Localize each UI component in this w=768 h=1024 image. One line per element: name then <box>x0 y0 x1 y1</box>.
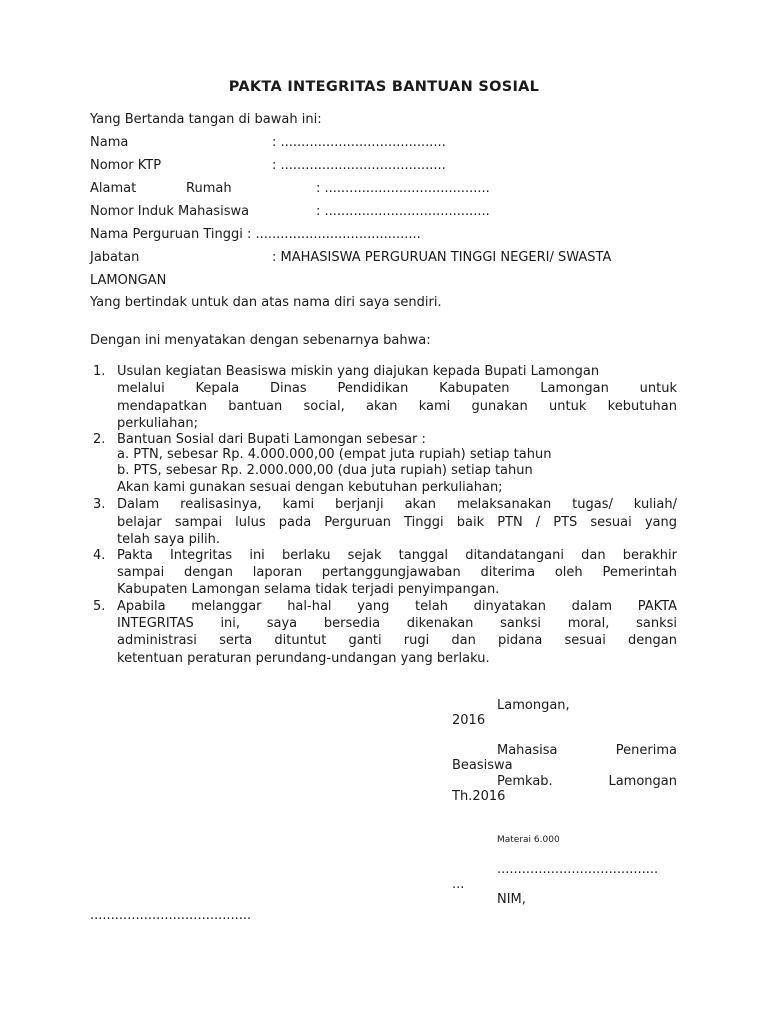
materai-label: Materai 6.000 <box>497 835 560 845</box>
item-2-number: 2. <box>93 432 106 447</box>
acting-statement: Yang bertindak untuk dan atas nama diri saya sendiri. <box>90 295 442 310</box>
declaration-text: Dengan ini menyatakan dengan sebenarnya bahwa: <box>90 333 431 348</box>
signature-role-cont: Beasiswa <box>452 758 513 773</box>
item-2-sub-b: b. PTS, sebesar Rp. 2.000.000,00 (dua juta rupiah) setiap tahun <box>117 463 533 478</box>
signature-dots: ....................................... <box>497 862 659 877</box>
item-1-line: mendapatkan bantuan social, akan kami gunakan untuk kebutuhan <box>117 399 677 414</box>
nim-value: : ........................................ <box>316 204 490 219</box>
signature-place: Lamongan, <box>497 698 570 713</box>
item-1-number: 1. <box>93 364 106 379</box>
alamat-value: : ........................................ <box>316 181 490 196</box>
item-2-line: Akan kami gunakan sesuai dengan kebutuhan perkuliahan; <box>117 480 503 495</box>
item-5-number: 5. <box>93 599 106 614</box>
left-signature-dots: ....................................... <box>90 908 252 923</box>
item-2-line: Bantuan Sosial dari Bupati Lamongan sebesar : <box>117 432 426 447</box>
item-3-line: Dalam realisasinya, kami berjanji akan melaksanakan tugas/ kuliah/ <box>117 497 677 512</box>
item-4-line: Pakta Integritas ini berlaku sejak tanggal ditandatangani dan berakhir <box>117 548 677 563</box>
alamat-label-rumah: Rumah <box>186 181 232 196</box>
signature-org-cont: Th.2016 <box>452 789 506 804</box>
signature-role: Mahasisa Penerima <box>497 743 677 758</box>
nama-value: : ........................................ <box>272 135 446 150</box>
signature-nim: NIM, <box>497 892 526 907</box>
perguruan-tinggi-field: Nama Perguruan Tinggi : ........................................ <box>90 227 421 242</box>
jabatan-value-cont: LAMONGAN <box>90 273 167 288</box>
ktp-label: Nomor KTP <box>90 158 162 173</box>
item-5-line: Apabila melanggar hal-hal yang telah dinyatakan dalam PAKTA <box>117 599 677 614</box>
jabatan-label: Jabatan <box>90 250 140 265</box>
page-title: PAKTA INTEGRITAS BANTUAN SOSIAL <box>228 79 540 95</box>
item-1-line: Usulan kegiatan Beasiswa miskin yang diajukan kepada Bupati Lamongan <box>117 364 600 379</box>
item-5-line: ketentuan peraturan perundang-undangan yang berlaku. <box>117 651 490 666</box>
item-4-line: Kabupaten Lamongan selama tidak terjadi penyimpangan. <box>117 582 500 597</box>
item-1-line: perkuliahan; <box>117 416 198 431</box>
item-4-number: 4. <box>93 548 106 563</box>
signature-year: 2016 <box>452 713 486 728</box>
ktp-value: : ........................................ <box>272 158 446 173</box>
item-3-line: telah saya pilih. <box>117 532 221 547</box>
item-4-line: sampai dengan laporan pertanggungjawaban diterima oleh Pemerintah <box>117 565 677 580</box>
item-5-line: INTEGRITAS ini, saya bersedia dikenakan sanksi moral, sanksi <box>117 616 677 631</box>
item-2-sub-a: a. PTN, sebesar Rp. 4.000.000,00 (empat juta rupiah) setiap tahun <box>117 447 552 462</box>
item-1-line: melalui Kepala Dinas Pendidikan Kabupaten Lamongan untuk <box>117 381 677 396</box>
signature-org: Pemkab. Lamongan <box>497 774 677 789</box>
item-3-number: 3. <box>93 497 106 512</box>
intro-text: Yang Bertanda tangan di bawah ini: <box>90 112 322 127</box>
item-5-line: administrasi serta dituntut ganti rugi dan pidana sesuai dengan <box>117 633 677 648</box>
item-3-line: belajar sampai lulus pada Perguruan Tinggi baik PTN / PTS sesuai yang <box>117 515 677 530</box>
nim-label: Nomor Induk Mahasiswa <box>90 204 250 219</box>
alamat-label: Alamat <box>90 181 137 196</box>
jabatan-value: : MAHASISWA PERGURUAN TINGGI NEGERI/ SWASTA <box>272 250 612 265</box>
nama-label: Nama <box>90 135 129 150</box>
signature-dots-cont: ... <box>452 877 465 892</box>
